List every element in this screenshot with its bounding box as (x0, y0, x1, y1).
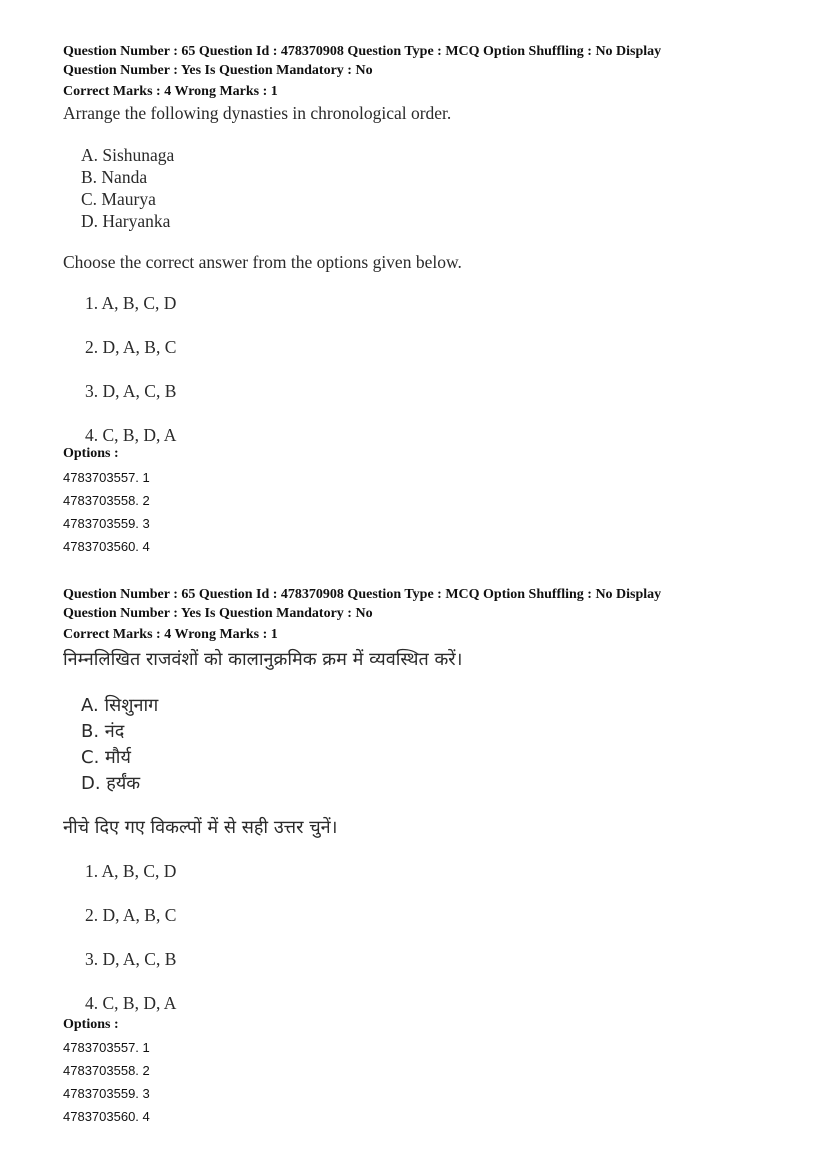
dynasty-item: C. Maurya (81, 189, 156, 209)
meta-line-3: Correct Marks : 4 Wrong Marks : 1 (63, 84, 278, 99)
options-label: Options : (63, 1017, 119, 1032)
answer-choice: 4. C, B, D, A (85, 425, 177, 445)
option-row: 4783703559. 3 (63, 516, 150, 531)
question-meta (63, 42, 783, 101)
question-prompt: निम्नलिखित राजवंशों को कालानुक्रमिक क्रम में व्यवस्थित करें। (63, 649, 463, 670)
dynasty-item: D. Haryanka (81, 211, 171, 231)
answer-choice: 2. D, A, B, C (85, 905, 177, 925)
answer-choice: 2. D, A, B, C (85, 337, 177, 357)
option-row: 4783703557. 1 (63, 470, 150, 485)
dynasty-item: C. मौर्य (81, 747, 131, 768)
dynasty-item: A. Sishunaga (81, 145, 175, 165)
meta-line-1: Question Number : 65 Question Id : 478370908 Question Type : MCQ Option Shuffling : No Display (63, 587, 662, 602)
question-block-english (63, 42, 783, 562)
answer-choice: 3. D, A, C, B (85, 949, 177, 969)
question-prompt: Arrange the following dynasties in chronological order. (63, 103, 452, 123)
option-row: 4783703560. 4 (63, 1109, 150, 1124)
option-row: 4783703560. 4 (63, 539, 150, 554)
options-label: Options : (63, 446, 119, 461)
dynasty-item: B. नंद (81, 721, 125, 742)
meta-line-1: Question Number : 65 Question Id : 478370908 Question Type : MCQ Option Shuffling : No Display (63, 44, 662, 59)
meta-line-3: Correct Marks : 4 Wrong Marks : 1 (63, 627, 278, 642)
answer-choice: 3. D, A, C, B (85, 381, 177, 401)
dynasty-item: B. Nanda (81, 167, 148, 187)
meta-line-2: Question Number : Yes Is Question Mandatory : No (63, 63, 373, 78)
answer-choice: 1. A, B, C, D (85, 293, 177, 313)
option-row: 4783703557. 1 (63, 1040, 150, 1055)
question-meta (63, 585, 783, 644)
option-row: 4783703558. 2 (63, 493, 150, 508)
question-block-hindi (63, 585, 783, 1130)
answer-choice: 1. A, B, C, D (85, 861, 177, 881)
question-instruction: Choose the correct answer from the options given below. (63, 252, 462, 272)
dynasty-item: D. हर्यंक (81, 773, 141, 794)
answer-choice: 4. C, B, D, A (85, 993, 177, 1013)
question-instruction: नीचे दिए गए विकल्पों में से सही उत्तर चुनें। (63, 817, 338, 838)
option-row: 4783703558. 2 (63, 1063, 150, 1078)
option-row: 4783703559. 3 (63, 1086, 150, 1101)
meta-line-2: Question Number : Yes Is Question Mandatory : No (63, 606, 373, 621)
dynasty-item: A. सिशुनाग (81, 695, 159, 716)
